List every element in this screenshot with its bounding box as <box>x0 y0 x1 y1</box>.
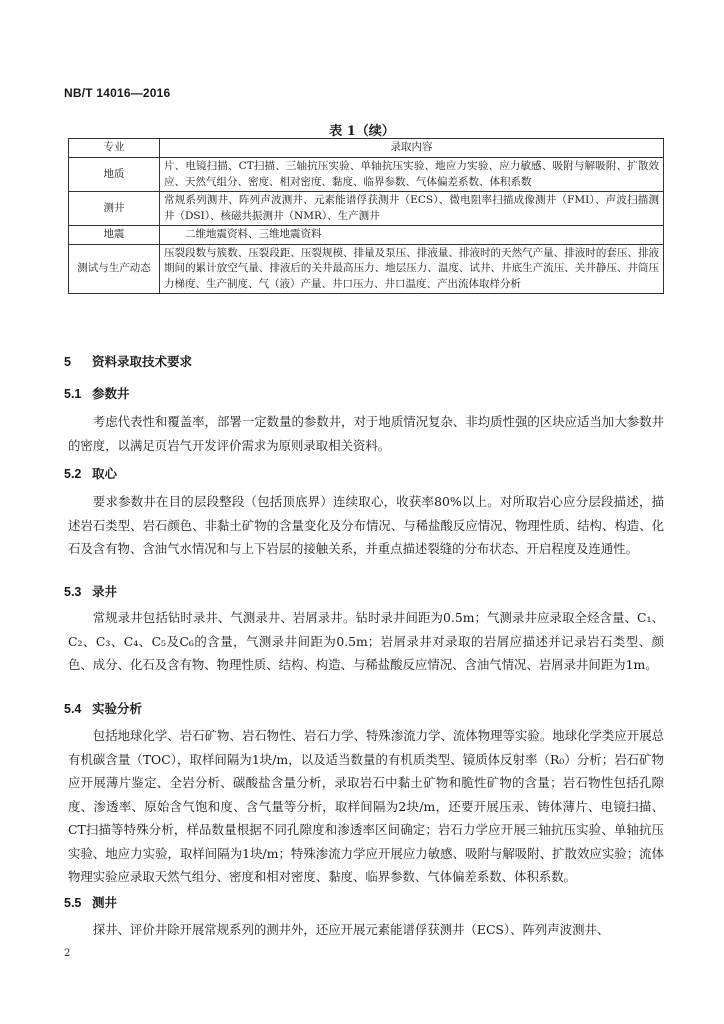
section-heading-5-3 <box>64 582 117 600</box>
row-field: 测试与生产动态 <box>69 244 160 294</box>
section-number: 5.2 <box>64 467 82 481</box>
section-paragraph: 包括地球化学、岩石矿物、岩石物性、岩石力学、特殊渗流力学、流体物理等实验。地球化学类应开展总有机碳含量（TOC），取样间隔为1块/m，以及适当数量的有机质类型、镜质体反射率（R₀）分析；岩石矿物应开展薄片鉴定、全岩分析、碳酸盐含量分析，录取岩石中黏土矿物和脆性矿物的含量；岩石物性包括孔隙度、渗透率、原始含气饱和度、含气量等分析，取样间隔为2块/m，还要开展压汞、铸体薄片、电镜扫描、CT扫描等特殊分析，样品数量根据不同孔隙度和渗透率区间确定；岩石力学应开展三轴抗压实验、单轴抗压实验、地应力实验，取样间隔为1块/m；特殊渗流力学应开展应力敏感、吸附与解吸附、扩散效应实验；流体物理实验应录取天然气组分、密度和相对密度、黏度、临界参数、气体偏差系数、体积系数。 <box>68 728 664 884</box>
row-content: 压裂段数与簇数、压裂段距、压裂规模、排量及泵压、排液量、排液时的天然气产量、排液时的套压、排液期间的累计放空气量、排液后的关井最高压力、地层压力、温度、试井、井底生产流压、关井静压、井筒压力梯度、生产制度、气（液）产量、井口压力、井口温度、产出流体取样分析 <box>160 244 664 294</box>
section-number: 5 <box>64 355 71 369</box>
section-paragraph: 要求参数井在目的层段整段（包括顶底界）连续取心，收获率80%以上。对所取岩心应分层段描述，描述岩石类型、岩石颜色、非黏土矿物的含量变化及分布情况、与稀盐酸反应情况、物理性质、结构、构造、化石及含有物、含油气水情况和与上下岩层的接触关系，并重点描述裂缝的分布状态、开启程度及连通性。 <box>68 494 664 556</box>
table-header-row <box>69 139 664 158</box>
section-paragraph: 常规录井包括钻时录井、气测录井、岩屑录井。钻时录井间距为0.5m；气测录井应录取全烃含量、C₁、C₂、C₃、C₄、C₅及C₆的含量，气测录井间距为0.5m；岩屑录井对录取的岩屑应描述并记录岩石类型、颜色、成分、化石及含有物、物理性质、结构、构造、与稀盐酸反应情况、含油气情况、岩屑录井间距为1m。 <box>68 610 664 672</box>
row-field: 地质 <box>69 158 160 192</box>
row-field: 测井 <box>69 192 160 226</box>
section-number: 5.5 <box>64 896 82 910</box>
row-content: 常规系列测井、阵列声波测井、元素能谱俘获测井（ECS）、微电阻率扫描成像测井（FMI）、声波扫描测井（DSI）、核磁共振测井（NMR）、生产测井 <box>160 192 664 226</box>
section-heading-5-1 <box>64 384 130 402</box>
table-row <box>69 192 664 226</box>
table-title: 表 1（续） <box>329 124 395 139</box>
row-field: 地震 <box>69 226 160 245</box>
page-number: 2 <box>64 948 71 959</box>
section-title: 实验分析 <box>92 702 143 716</box>
section-paragraph: 探井、评价井除开展常规系列的测井外，还应开展元素能谱俘获测井（ECS）、阵列声波测井、 <box>92 922 610 937</box>
record-table <box>68 138 664 294</box>
col-header-field: 专业 <box>69 139 160 158</box>
section-heading-5-4 <box>64 699 142 717</box>
standard-code-header: NB/T 14016—2016 <box>64 86 171 100</box>
section-number: 5.4 <box>64 702 82 716</box>
section-heading-5 <box>64 352 192 370</box>
section-title: 测井 <box>92 896 118 910</box>
row-content: 二维地震资料、三维地震资料 <box>160 226 664 245</box>
section-title: 取心 <box>92 467 118 481</box>
section-title: 参数井 <box>92 387 130 401</box>
section-number: 5.3 <box>64 585 82 599</box>
section-paragraph: 考虑代表性和覆盖率，部署一定数量的参数井，对于地质情况复杂、非均质性强的区块应适当加大参数井的密度，以满足页岩气开发评价需求为原则录取相关资料。 <box>68 414 664 453</box>
table-row <box>69 244 664 294</box>
section-number: 5.1 <box>64 387 82 401</box>
row-content: 片、电镜扫描、CT扫描、三轴抗压实验、单轴抗压实验、地应力实验、应力敏感、吸附与解吸附、扩散效应、天然气组分、密度、相对密度、黏度、临界参数、气体偏差系数、体积系数 <box>160 158 664 192</box>
section-heading-5-2 <box>64 464 117 482</box>
table-row <box>69 226 664 245</box>
section-heading-5-5 <box>64 893 117 911</box>
col-header-content: 录取内容 <box>160 139 664 158</box>
table-row <box>69 158 664 192</box>
section-title: 资料录取技术要求 <box>92 355 193 369</box>
section-title: 录井 <box>92 585 118 599</box>
